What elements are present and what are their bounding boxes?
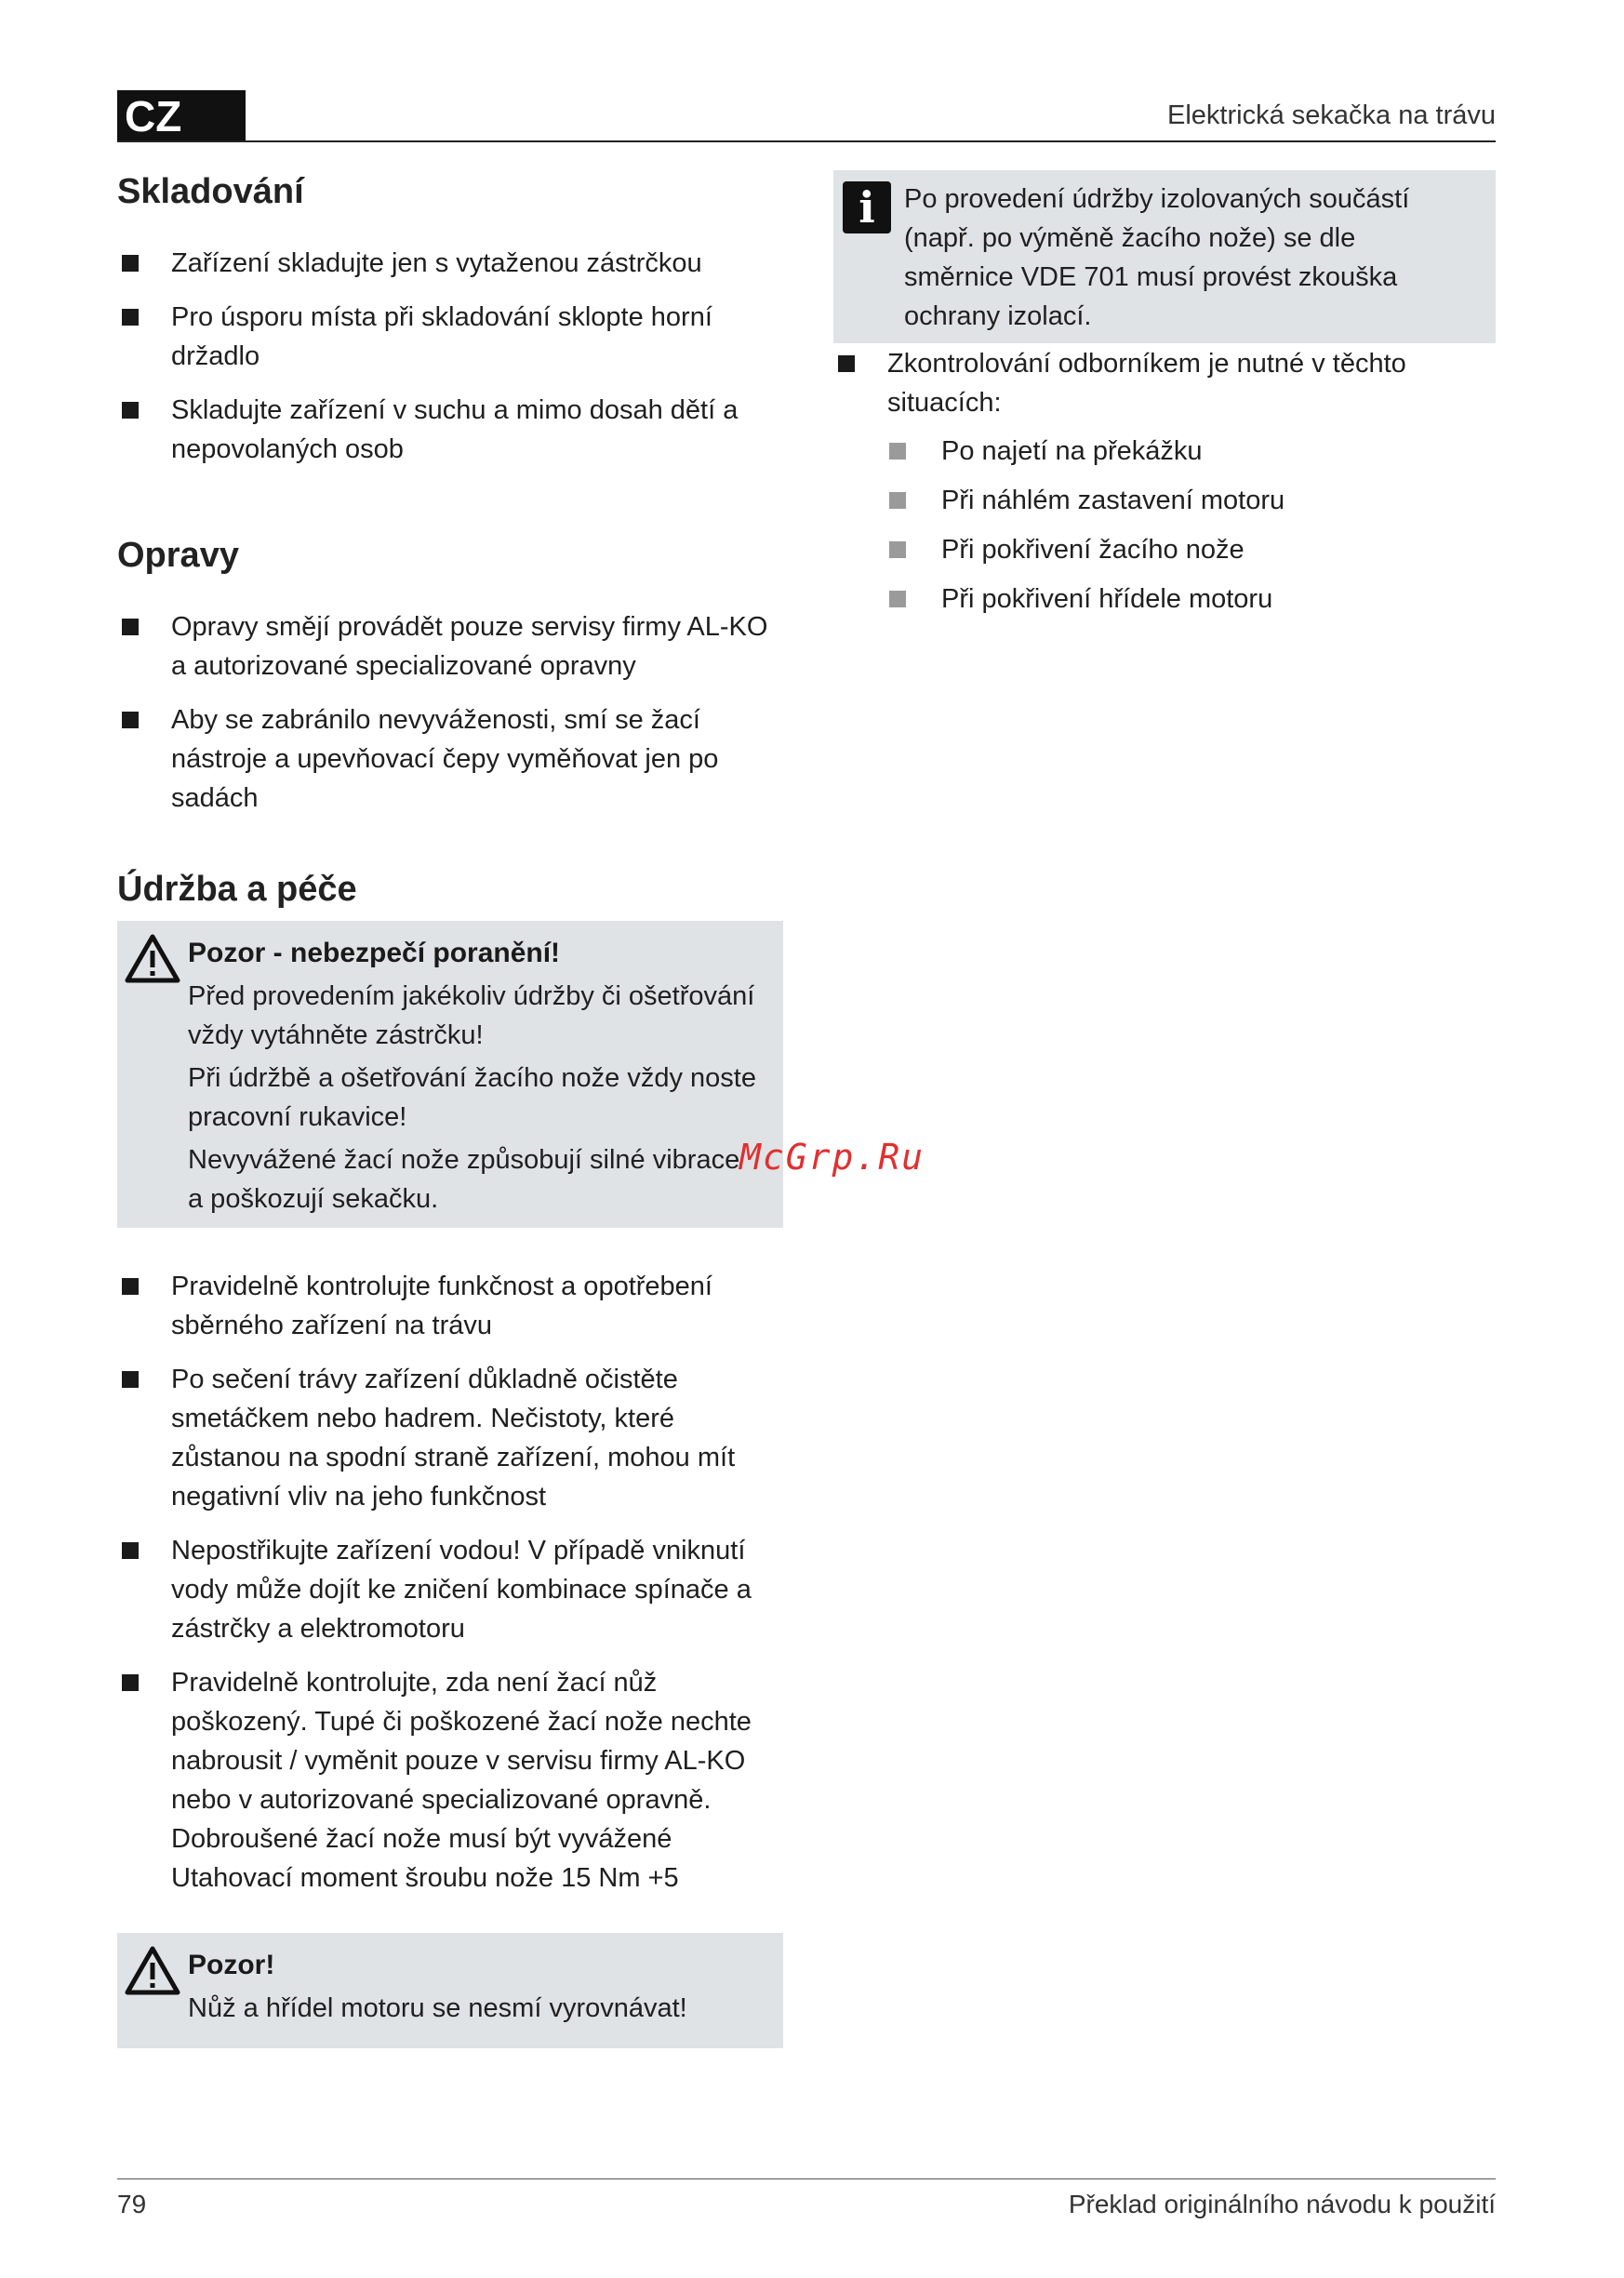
list-item: Aby se zabránilo nevyváženosti, smí se žací nástroje a upevňovací čepy vyměňovat jen po sadách xyxy=(117,700,787,818)
list-item: Zkontrolování odborníkem je nutné v těchto situacích: xyxy=(833,344,1496,422)
repairs-list xyxy=(117,607,787,818)
list-item: Zařízení skladujte jen s vytaženou zástrčkou xyxy=(117,244,787,283)
list-item: Pravidelně kontrolujte funkčnost a opotřebení sběrného zařízení na trávu xyxy=(117,1267,787,1345)
info-icon: i xyxy=(843,181,891,233)
torque-text: Utahovací moment šroubu nože 15 Nm +5 xyxy=(171,1863,679,1893)
list-item: Skladujte zařízení v suchu a mimo dosah dětí a nepovolaných osob xyxy=(117,391,787,469)
check-sublist xyxy=(887,432,1496,619)
list-item xyxy=(117,1663,787,1898)
header-divider xyxy=(117,140,1496,142)
caution-box xyxy=(117,1933,783,2048)
language-badge: CZ xyxy=(117,90,246,142)
storage-list xyxy=(117,244,787,469)
maintenance-list xyxy=(117,1267,787,1898)
blade-check-text: Pravidelně kontrolujte, zda není žací nůž poškozený. Tupé či poškozené žací nože nechte nabrousit / vyměnit pouze v servisu firmy AL-KO nebo v autorizované specializované opravně. Dobroušené žací nože musí být vyvážené xyxy=(171,1668,752,1854)
danger-warning-title: Pozor - nebezpečí poranění! xyxy=(188,938,561,968)
document-title: Elektrická sekačka na trávu xyxy=(1167,100,1496,130)
danger-warning-box xyxy=(117,921,783,1228)
danger-warning-line: Před provedením jakékoliv údržby či ošetřování vždy vytáhněte zástrčku! xyxy=(188,981,755,1050)
warning-triangle-icon xyxy=(125,934,180,984)
left-column xyxy=(117,172,787,2048)
footer-divider xyxy=(117,2178,1496,2179)
warning-triangle-icon xyxy=(125,1946,180,1996)
list-item: Pro úsporu místa při skladování sklopte horní držadlo xyxy=(117,298,787,376)
sub-list-item: Při pokřivení hřídele motoru xyxy=(887,579,1496,619)
maintenance-heading: Údržba a péče xyxy=(117,870,357,909)
info-text: Po provedení údržby izolovaných součástí (např. po výměně žacího nože) se dle směrnice VDE 701 musí provést zkouška ochrany izolací. xyxy=(904,184,1410,331)
caution-title: Pozor! xyxy=(188,1950,275,1980)
danger-warning-line: Nevyvážené žací nože způsobují silné vibrace a poškozují sekačku. xyxy=(188,1145,740,1214)
sub-list-item: Při náhlém zastavení motoru xyxy=(887,481,1496,520)
list-item: Po sečení trávy zařízení důkladně očistěte smetáčkem nebo hadrem. Nečistoty, které zůstanou na spodní straně zařízení, mohou mít negativní vliv na jeho funkčnost xyxy=(117,1360,787,1516)
list-item: Nepostřikujte zařízení vodou! V případě vniknutí vody může dojít ke zničení kombinace spínače a zástrčky a elektromotoru xyxy=(117,1531,787,1648)
sub-list-item: Při pokřivení žacího nože xyxy=(887,530,1496,569)
right-column xyxy=(833,344,1496,629)
page-number: 79 xyxy=(117,2190,147,2218)
storage-heading: Skladování xyxy=(117,172,304,211)
info-box xyxy=(833,170,1496,343)
watermark: McGrp.Ru xyxy=(739,1137,925,1178)
caution-text: Nůž a hřídel motoru se nesmí vyrovnávat! xyxy=(188,1993,687,2023)
danger-warning-line: Při údržbě a ošetřování žacího nože vždy noste pracovní rukavice! xyxy=(188,1063,756,1132)
repairs-heading: Opravy xyxy=(117,536,239,575)
list-item: Opravy smějí provádět pouze servisy firmy AL-KO a autorizované specializované opravny xyxy=(117,607,787,686)
check-list xyxy=(833,344,1496,422)
sub-list-item: Po najetí na překážku xyxy=(887,432,1496,471)
footer-note: Překlad originálního návodu k použití xyxy=(1068,2190,1496,2218)
